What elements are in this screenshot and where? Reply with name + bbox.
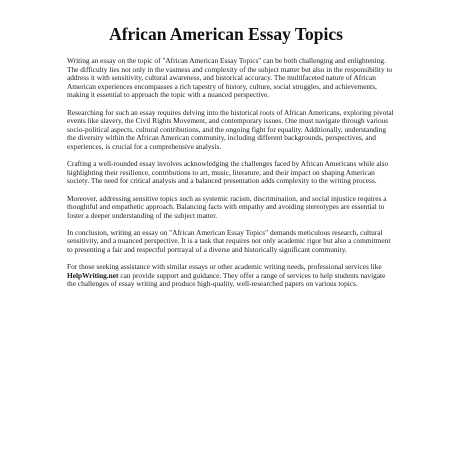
paragraph-crafting: Crafting a well-rounded essay involves acknowledging the challenges faced by African Americans while also highlighting their resilience, contributions to art, music, literature, and their impact on shaping American society. The need for critical analysis and a balanced presentation adds complexity to the writing process.	[67, 159, 389, 186]
paragraph-research: Researching for such an essay requires delving into the historical roots of African Americans, exploring pivotal events like slavery, the Civil Rights Movement, and contemporary issues. One must navigate through various socio-political aspects, cultural contributions, and the ongoing fight for equality. Additionally, understanding the diversity within the African American community, including different backgrounds, perspectives, and experiences, is crucial for a comprehensive analysis.	[67, 107, 394, 151]
document-title: African American Essay Topics	[109, 24, 343, 44]
paragraph-assistance	[67, 263, 395, 289]
paragraph-sensitive-topics: Moreover, addressing sensitive topics such as systemic racism, discrimination, and social injustice requires a thoughtful and empathetic approach. Balancing facts with empathy and avoiding stereotypes are essential to foster a deeper understanding of the subject matter.	[67, 193, 387, 220]
assistance-text-after: can provide support and guidance. They offer a range of services to help students navigate the challenges of essay writing and produce high-quality, well-researched papers on various topics.	[67, 270, 386, 289]
assistance-text-before: For those seeking assistance with similar essays or other academic writing needs, professional services like	[67, 262, 382, 272]
document-body	[67, 57, 395, 298]
paragraph-intro: Writing an essay on the topic of "African American Essay Topics" can be both challenging and enlightening. The difficulty lies not only in the vastness and complexity of the subject matter but also in the responsibility to address it with sensitivity, cultural awareness, and historical accuracy. The multifaceted nature of African American experiences encompasses a rich tapestry of history, culture, social struggles, and achievements, making it essential to approach the topic with a nuanced perspective.	[67, 56, 393, 100]
helpwriting-link[interactable]: HelpWriting.net	[67, 270, 119, 280]
paragraph-conclusion: In conclusion, writing an essay on "African American Essay Topics" demands meticulous research, cultural sensitivity, and a nuanced perspective. It is a task that requires not only academic rigor but also a commitment to presenting a fair and respectful portrayal of a diverse and historically significant community.	[67, 227, 391, 255]
